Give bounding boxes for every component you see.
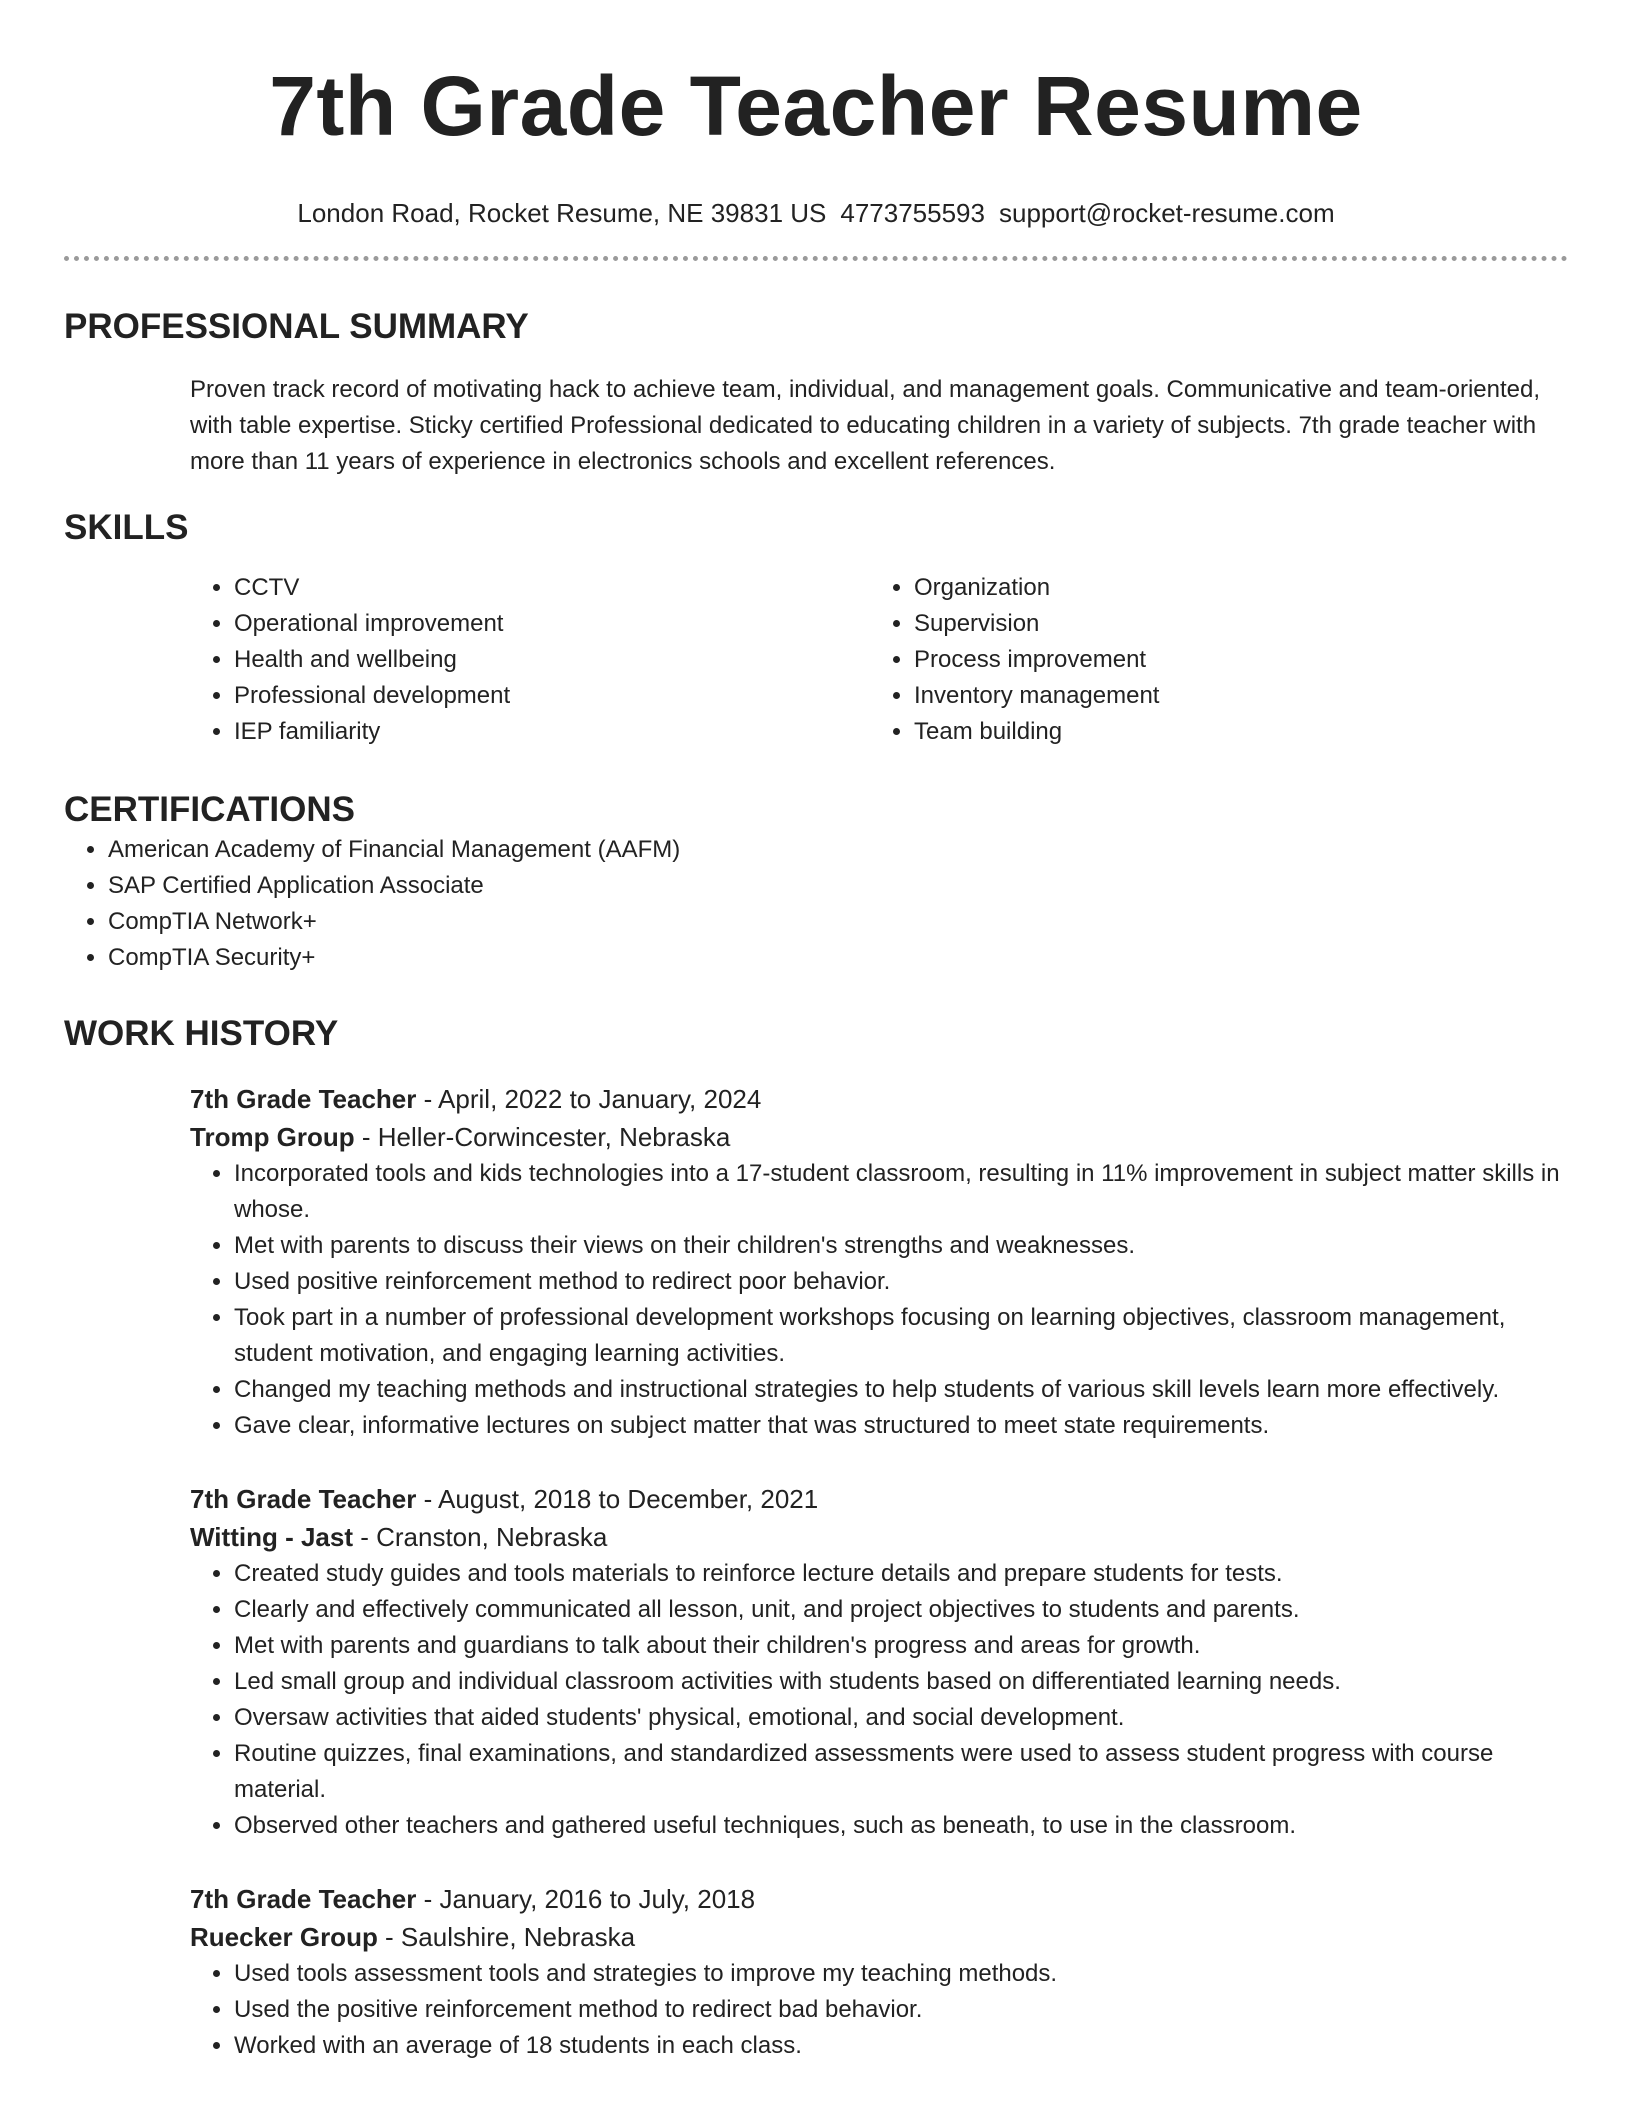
certification-item: • CompTIA Network+ bbox=[108, 904, 1568, 940]
job-bullet: • Took part in a number of professional development workshops focusing on learning objectives, classroom management, student motivation, and engaging learning activities. bbox=[234, 1300, 1568, 1372]
certifications-section bbox=[64, 788, 1568, 976]
job-bullets bbox=[190, 1156, 1568, 1444]
job-bullet: • Created study guides and tools materials to reinforce lecture details and prepare students for tests. bbox=[234, 1556, 1568, 1592]
job-bullet: • Incorporated tools and kids technologies into a 17-student classroom, resulting in 11% improvement in subject matter skills in whose. bbox=[234, 1156, 1568, 1228]
skill-item: • Process improvement bbox=[914, 642, 1550, 678]
skills-list-left bbox=[190, 570, 870, 750]
job-bullets bbox=[190, 1956, 1568, 2064]
job-company: Witting - Jast bbox=[190, 1522, 353, 1552]
skill-item: • Inventory management bbox=[914, 678, 1550, 714]
job-bullet: • Oversaw activities that aided students' physical, emotional, and social development. bbox=[234, 1700, 1568, 1736]
job-dates: - August, 2018 to December, 2021 bbox=[416, 1484, 819, 1514]
skills-column-left bbox=[190, 570, 870, 750]
job-title-line bbox=[190, 1080, 1568, 1118]
skills-heading: SKILLS bbox=[64, 508, 189, 547]
job-title-line bbox=[190, 1480, 1568, 1518]
job-bullet: • Clearly and effectively communicated all lesson, unit, and project objectives to students and parents. bbox=[234, 1592, 1568, 1628]
summary-text: Proven track record of motivating hack to achieve team, individual, and management goals. Communicative and team-oriented, with table expertise. Sticky certified Professional dedicated to educating children in a variety of subjects. 7th grade teacher with more than 11 years of experience in electronics schools and excellent references. bbox=[190, 376, 1541, 475]
job-company: Tromp Group bbox=[190, 1122, 355, 1152]
contact-phone: 4773755593 bbox=[840, 198, 985, 228]
job-company-line bbox=[190, 1518, 1568, 1556]
job-bullet: • Worked with an average of 18 students in each class. bbox=[234, 2028, 1568, 2064]
certification-item: • SAP Certified Application Associate bbox=[108, 868, 1568, 904]
skills-list-right bbox=[870, 570, 1550, 750]
skills-section bbox=[64, 506, 1568, 750]
skill-item: • Supervision bbox=[914, 606, 1550, 642]
job-bullet: • Used tools assessment tools and strategies to improve my teaching methods. bbox=[234, 1956, 1568, 1992]
header-divider bbox=[64, 256, 1568, 261]
certification-item: • CompTIA Security+ bbox=[108, 940, 1568, 976]
job-bullet: • Gave clear, informative lectures on subject matter that was structured to meet state requirements. bbox=[234, 1408, 1568, 1444]
job-bullet: • Led small group and individual classroom activities with students based on differentiated learning needs. bbox=[234, 1664, 1568, 1700]
certification-item: • American Academy of Financial Management (AAFM) bbox=[108, 832, 1568, 868]
summary-heading: PROFESSIONAL SUMMARY bbox=[64, 307, 529, 346]
skill-item: • Health and wellbeing bbox=[234, 642, 870, 678]
job-location: - Saulshire, Nebraska bbox=[377, 1922, 636, 1952]
job-location: - Heller-Corwincester, Nebraska bbox=[354, 1122, 731, 1152]
job-title-line bbox=[190, 1880, 1568, 1918]
work-history-section bbox=[64, 1012, 1568, 2064]
job-bullet: • Routine quizzes, final examinations, and standardized assessments were used to assess student progress with course material. bbox=[234, 1736, 1568, 1808]
resume-page bbox=[64, 0, 1568, 2064]
job-entry bbox=[190, 1480, 1568, 1844]
job-entry bbox=[190, 1880, 1568, 2064]
resume-title: 7th Grade Teacher Resume bbox=[269, 59, 1363, 153]
job-bullet: • Used the positive reinforcement method to redirect bad behavior. bbox=[234, 1992, 1568, 2028]
skill-item: • Professional development bbox=[234, 678, 870, 714]
job-company: Ruecker Group bbox=[190, 1922, 378, 1952]
job-role: 7th Grade Teacher bbox=[190, 1084, 417, 1114]
skill-item: • CCTV bbox=[234, 570, 870, 606]
skill-item: • Organization bbox=[914, 570, 1550, 606]
job-company-line bbox=[190, 1918, 1568, 1956]
skill-item: • IEP familiarity bbox=[234, 714, 870, 750]
certifications-list bbox=[64, 832, 1568, 976]
skills-column-right bbox=[870, 570, 1550, 750]
job-location: - Cranston, Nebraska bbox=[352, 1522, 608, 1552]
summary-section bbox=[64, 305, 1568, 480]
work-history-heading: WORK HISTORY bbox=[64, 1014, 339, 1053]
job-company-line bbox=[190, 1118, 1568, 1156]
contact-address: London Road, Rocket Resume, NE 39831 US bbox=[297, 198, 827, 228]
job-bullet: • Changed my teaching methods and instructional strategies to help students of various skill levels learn more effectively. bbox=[234, 1372, 1568, 1408]
contact-email: support@rocket-resume.com bbox=[998, 198, 1335, 228]
job-bullets bbox=[190, 1556, 1568, 1844]
skills-grid bbox=[190, 570, 1568, 750]
skill-item: • Team building bbox=[914, 714, 1550, 750]
job-bullet: • Used positive reinforcement method to redirect poor behavior. bbox=[234, 1264, 1568, 1300]
job-entry bbox=[190, 1080, 1568, 1444]
job-bullet: • Observed other teachers and gathered useful techniques, such as beneath, to use in the classroom. bbox=[234, 1808, 1568, 1844]
contact-line bbox=[64, 196, 1568, 230]
job-bullet: • Met with parents and guardians to talk about their children's progress and areas for growth. bbox=[234, 1628, 1568, 1664]
job-role: 7th Grade Teacher bbox=[190, 1884, 417, 1914]
job-bullet: • Met with parents to discuss their views on their children's strengths and weaknesses. bbox=[234, 1228, 1568, 1264]
job-dates: - January, 2016 to July, 2018 bbox=[416, 1884, 756, 1914]
certifications-heading: CERTIFICATIONS bbox=[64, 790, 356, 829]
skill-item: • Operational improvement bbox=[234, 606, 870, 642]
job-dates: - April, 2022 to January, 2024 bbox=[416, 1084, 762, 1114]
job-role: 7th Grade Teacher bbox=[190, 1484, 417, 1514]
